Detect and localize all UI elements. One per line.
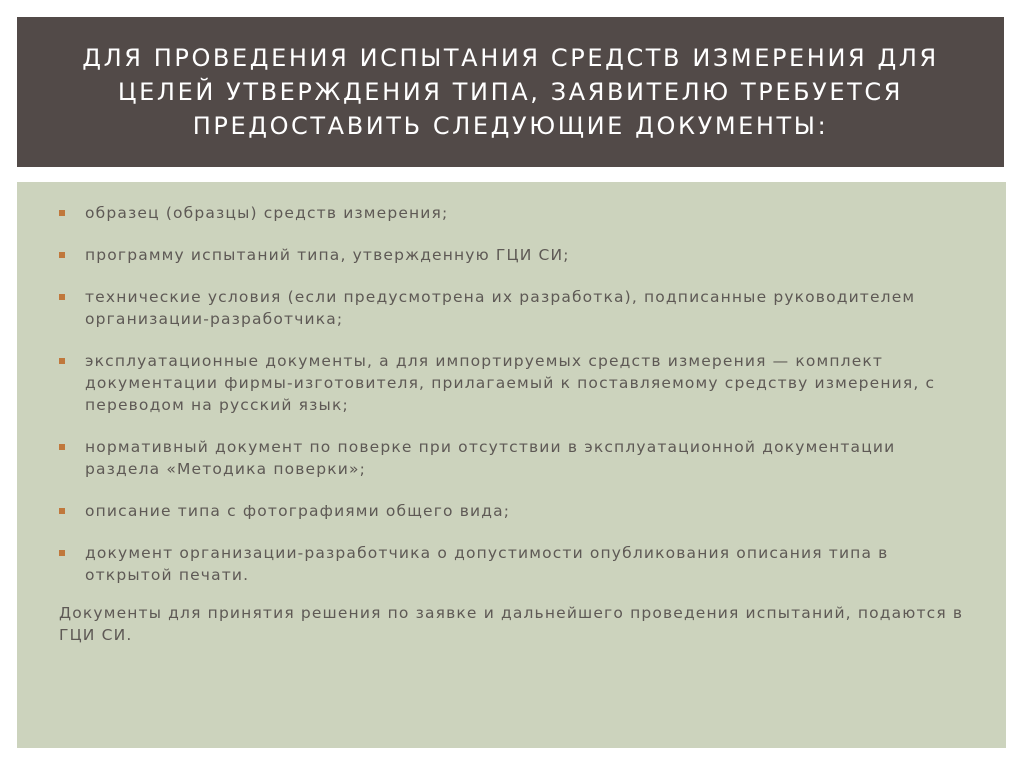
bullet-list bbox=[59, 202, 966, 586]
list-item-text: технические условия (если предусмотрена их разработка), подписанные руководителем организации-разработчика; bbox=[85, 288, 916, 328]
list-item bbox=[59, 350, 966, 416]
footer-note: Документы для принятия решения по заявке и дальнейшего проведения испытаний, подаются в ГЦИ СИ. bbox=[59, 604, 964, 644]
bullet-square-icon bbox=[59, 550, 65, 556]
list-item bbox=[59, 202, 966, 224]
bullet-square-icon bbox=[59, 210, 65, 216]
slide-title: ДЛЯ ПРОВЕДЕНИЯ ИСПЫТАНИЯ СРЕДСТВ ИЗМЕРЕНИЯ ДЛЯ ЦЕЛЕЙ УТВЕРЖДЕНИЯ ТИПА, ЗАЯВИТЕЛЮ ТРЕБУЕТСЯ ПРЕДОСТАВИТЬ СЛЕДУЮЩИЕ ДОКУМЕНТЫ: bbox=[82, 44, 939, 140]
list-item-text: программу испытаний типа, утвержденную ГЦИ СИ; bbox=[85, 246, 570, 264]
bullet-square-icon bbox=[59, 508, 65, 514]
content-panel bbox=[17, 182, 1006, 748]
list-item bbox=[59, 542, 966, 586]
list-item bbox=[59, 244, 966, 266]
bullet-square-icon bbox=[59, 358, 65, 364]
list-item-text: образец (образцы) средств измерения; bbox=[85, 204, 449, 222]
bullet-square-icon bbox=[59, 252, 65, 258]
list-item-text: эксплуатационные документы, а для импортируемых средств измерения — комплект документации фирмы-изготовителя, прилагаемый к поставляемому средству измерения, с переводом на русский язык; bbox=[85, 352, 936, 414]
bullet-square-icon bbox=[59, 294, 65, 300]
list-item-text: документ организации-разработчика о допустимости опубликования описания типа в открытой печати. bbox=[85, 544, 889, 584]
list-item-text: нормативный документ по поверке при отсутствии в эксплуатационной документации раздела «Методика поверки»; bbox=[85, 438, 896, 478]
list-item bbox=[59, 500, 966, 522]
list-item-text: описание типа с фотографиями общего вида; bbox=[85, 502, 511, 520]
list-item bbox=[59, 436, 966, 480]
bullet-square-icon bbox=[59, 444, 65, 450]
list-item bbox=[59, 286, 966, 330]
title-bar bbox=[17, 17, 1004, 167]
